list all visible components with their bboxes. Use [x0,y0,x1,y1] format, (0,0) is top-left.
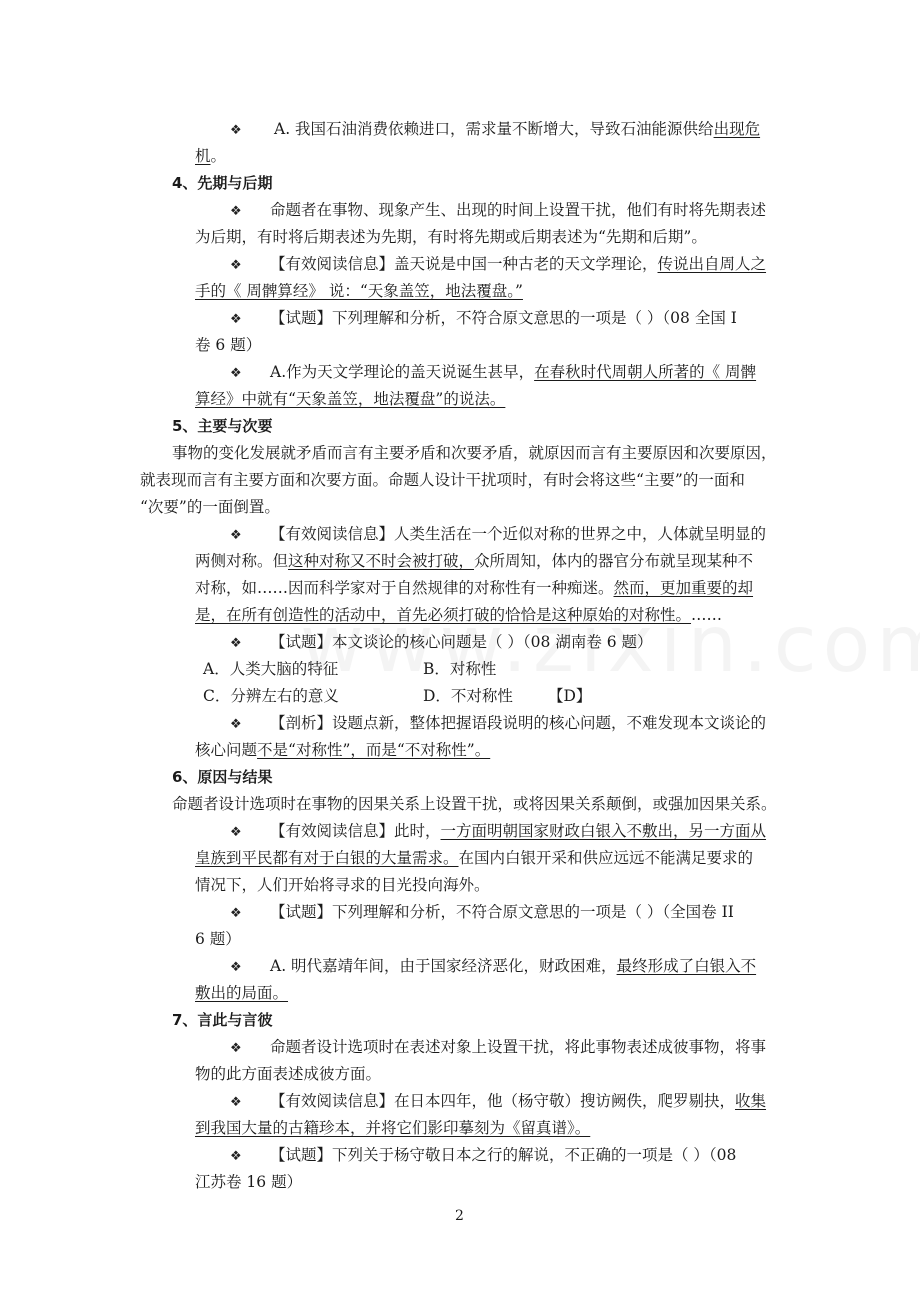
text-line: 命题者设计选项时在事物的因果关系上设置干扰，或将因果关系颠倒，或强加因果关系。 [172,795,777,813]
text-line: ❖ 【有效阅读信息】人类生活在一个近似对称的世界之中，人体就呈明显的 [230,523,766,547]
bullet-icon: ❖ [230,258,242,273]
text-line: 两侧对称。但这种对称又不时会被打破，众所周知，体内的器官分布就呈现某种不 [195,552,754,570]
text-line: 对称，如……因而科学家对于自然规律的对称性有一种痴迷。然而，更加重要的却 [195,579,754,597]
text-line: 手的《 周髀算经》 说：“天象盖笠，地法覆盘。” [195,282,523,300]
section-heading: 7、言此与言彼 [172,1011,273,1029]
page-number: 2 [455,1208,464,1224]
text-line: ❖ 【剖析】设题点新，整体把握语段说明的核心问题，不难发现本文谈论的 [230,712,766,736]
option-c: C．分辨左右的意义 [203,687,339,705]
text-line: 机。 [195,147,227,165]
bullet-icon: ❖ [230,960,242,975]
option-d: D．不对称性 [423,687,513,705]
text-line: 6 题） [195,930,241,948]
text-line: 核心问题不是“对称性”，而是“不对称性”。 [195,741,491,759]
option-a: A．人类大脑的特征 [203,660,339,678]
text-line: 就表现而言有主要方面和次要方面。命题人设计干扰项时，有时会将这些“主要”的一面和 [140,471,745,489]
bullet-icon: ❖ [230,717,242,732]
text-line: ❖ 【试题】下列理解和分析，不符合原文意思的一项是（ ）（全国卷 II [230,901,734,925]
bullet-icon: ❖ [230,1095,242,1110]
text-line: ❖ 命题者设计选项时在表述对象上设置干扰，将此事物表述成彼事物，将事 [230,1036,766,1060]
text-line: 情况下，人们开始将寻求的目光投向海外。 [195,876,490,894]
text-line: 事物的变化发展就矛盾而言有主要矛盾和次要矛盾，就原因而言有主要原因和次要原因， [172,444,777,462]
answer-key: 【D】 [548,687,592,705]
option-b: B．对称性 [423,660,497,678]
text-line: 江苏卷 16 题） [195,1173,303,1191]
text-line: ❖ A. 明代嘉靖年间，由于国家经济恶化，财政困难，最终形成了白银入不 [230,955,756,979]
text-line: ❖ 【有效阅读信息】此时，一方面明朝国家财政白银入不敷出，另一方面从 [230,820,766,844]
text-line: 到我国大量的古籍珍本，并将它们影印摹刻为《留真谱》。 [195,1119,591,1137]
text-line: ❖ 【有效阅读信息】在日本四年，他（杨守敬）搜访阙佚，爬罗剔抉，收集 [230,1090,766,1114]
text-line: ❖ 【试题】本文谈论的核心问题是（ ）（08 湖南卷 6 题） [230,631,653,655]
text-line: 卷 6 题） [195,336,262,354]
text-line: ❖ 【试题】下列关于杨守敬日本之行的解说，不正确的一项是（ ）（08 [230,1144,736,1168]
text-line: ❖ 【有效阅读信息】盖天说是中国一种古老的天文学理论，传说出自周人之 [230,253,766,277]
bullet-icon: ❖ [230,204,242,219]
bullet-icon: ❖ [230,1041,242,1056]
text-line: 敷出的局面。 [195,984,289,1002]
text-line: ❖ 【试题】下列理解和分析，不符合原文意思的一项是（ ）（08 全国 I [230,307,737,331]
bullet-icon: ❖ [230,1149,242,1164]
bullet-icon: ❖ [230,528,242,543]
bullet-icon: ❖ [230,825,242,840]
text-line: “次要”的一面倒置。 [140,498,280,516]
bullet-icon: ❖ [230,123,242,138]
section-heading: 6、原因与结果 [172,768,273,786]
text-line: 算经》中就有“天象盖笠，地法覆盘”的说法。 [195,390,506,408]
text-line: 皇族到平民都有对于白银的大量需求。在国内白银开采和供应远远不能满足要求的 [195,849,754,867]
section-heading: 5、主要与次要 [172,417,273,435]
text-line: 物的此方面表述成彼方面。 [195,1065,382,1083]
bullet-icon: ❖ [230,366,242,381]
section-heading: 4、先期与后期 [172,174,273,192]
text-line: 为后期，有时将后期表述为先期，有时将先期或后期表述为“先期和后期”。 [195,228,707,246]
bullet-icon: ❖ [230,312,242,327]
text-line: 是，在所有创造性的活动中，首先必须打破的恰恰是这种原始的对称性。…… [195,606,723,624]
text-line: ❖ A. 我国石油消费依赖进口，需求量不断增大，导致石油能源供给出现危 [230,118,760,142]
bullet-icon: ❖ [230,636,242,651]
text-line: ❖ A.作为天文学理论的盖天说诞生甚早，在春秋时代周朝人所著的《 周髀 [230,361,756,385]
text-line: ❖ 命题者在事物、现象产生、出现的时间上设置干扰，他们有时将先期表述 [230,199,766,223]
bullet-icon: ❖ [230,906,242,921]
